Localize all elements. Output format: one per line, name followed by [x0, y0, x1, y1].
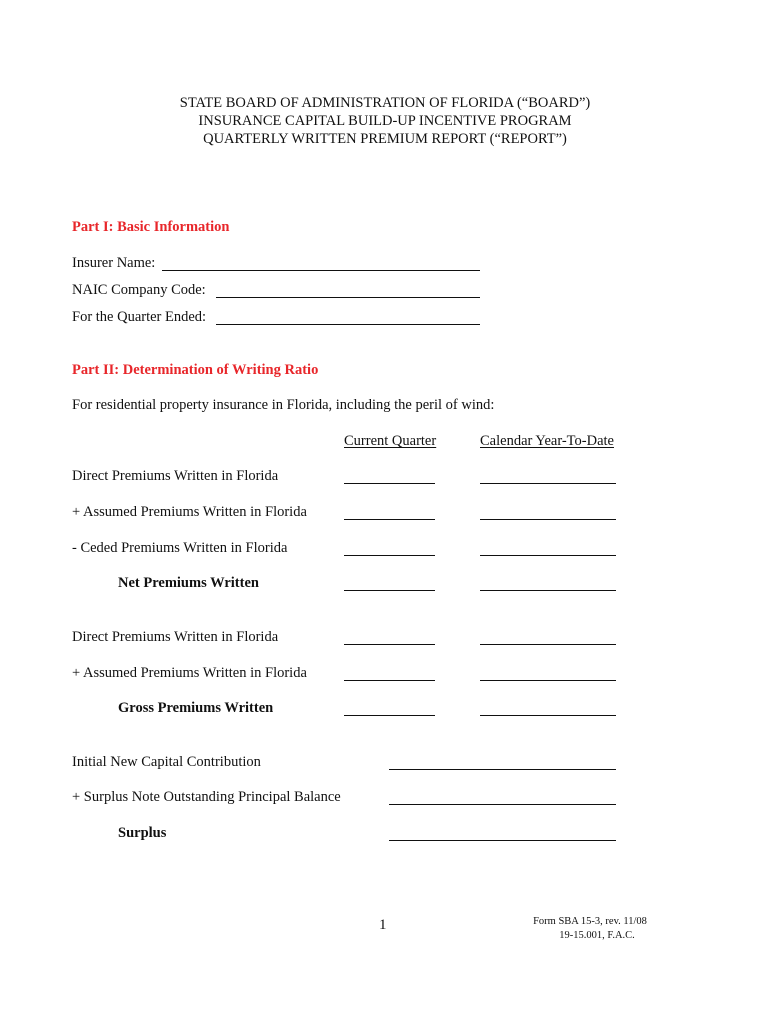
naic-code-label: NAIC Company Code: — [72, 282, 206, 298]
report-title-line-1: STATE BOARD OF ADMINISTRATION OF FLORIDA (“BOARD”) — [179, 95, 591, 111]
insurer-name-field[interactable] — [162, 270, 480, 271]
quarter-ended-field[interactable] — [216, 324, 480, 325]
net-assumed-premiums-label: + Assumed Premiums Written in Florida — [72, 504, 307, 520]
gross-assumed-current-field[interactable] — [344, 680, 435, 681]
net-direct-current-field[interactable] — [344, 483, 435, 484]
insurer-name-label: Insurer Name: — [72, 255, 156, 271]
ceded-current-field[interactable] — [344, 555, 435, 556]
naic-code-field[interactable] — [216, 297, 480, 298]
ceded-ytd-field[interactable] — [480, 555, 616, 556]
net-total-current-field[interactable] — [344, 590, 435, 591]
gross-direct-ytd-field[interactable] — [480, 644, 616, 645]
part-2-heading: Part II: Determination of Writing Ratio — [72, 362, 319, 378]
net-total-ytd-field[interactable] — [480, 590, 616, 591]
form-citation: 19-15.001, F.A.C. — [559, 930, 635, 941]
form-number: Form SBA 15-3, rev. 11/08 — [533, 916, 647, 927]
gross-total-ytd-field[interactable] — [480, 715, 616, 716]
surplus-note-field[interactable] — [389, 804, 616, 805]
net-premiums-written-label: Net Premiums Written — [118, 575, 259, 591]
quarter-ended-label: For the Quarter Ended: — [72, 309, 207, 325]
surplus-total-label: Surplus — [118, 825, 167, 841]
report-title-line-3: QUARTERLY WRITTEN PREMIUM REPORT (“REPORT”) — [203, 131, 567, 147]
column-header-current-quarter: Current Quarter — [344, 433, 437, 449]
surplus-note-label: + Surplus Note Outstanding Principal Balance — [72, 789, 341, 805]
gross-direct-current-field[interactable] — [344, 644, 435, 645]
net-direct-ytd-field[interactable] — [480, 483, 616, 484]
gross-premiums-written-label: Gross Premiums Written — [118, 700, 274, 716]
column-header-year-to-date: Calendar Year-To-Date — [480, 433, 614, 449]
gross-assumed-ytd-field[interactable] — [480, 680, 616, 681]
initial-capital-label: Initial New Capital Contribution — [72, 754, 261, 770]
gross-direct-premiums-label: Direct Premiums Written in Florida — [72, 629, 279, 645]
net-assumed-ytd-field[interactable] — [480, 519, 616, 520]
net-direct-premiums-label: Direct Premiums Written in Florida — [72, 468, 279, 484]
surplus-total-field[interactable] — [389, 840, 616, 841]
report-title-line-2: INSURANCE CAPITAL BUILD-UP INCENTIVE PROGRAM — [198, 113, 572, 129]
ceded-premiums-label: - Ceded Premiums Written in Florida — [72, 540, 288, 556]
page-number: 1 — [379, 917, 387, 933]
part-1-heading: Part I: Basic Information — [72, 219, 230, 235]
part-2-intro: For residential property insurance in Florida, including the peril of wind: — [72, 397, 495, 413]
net-assumed-current-field[interactable] — [344, 519, 435, 520]
gross-assumed-premiums-label: + Assumed Premiums Written in Florida — [72, 665, 307, 681]
gross-total-current-field[interactable] — [344, 715, 435, 716]
initial-capital-field[interactable] — [389, 769, 616, 770]
